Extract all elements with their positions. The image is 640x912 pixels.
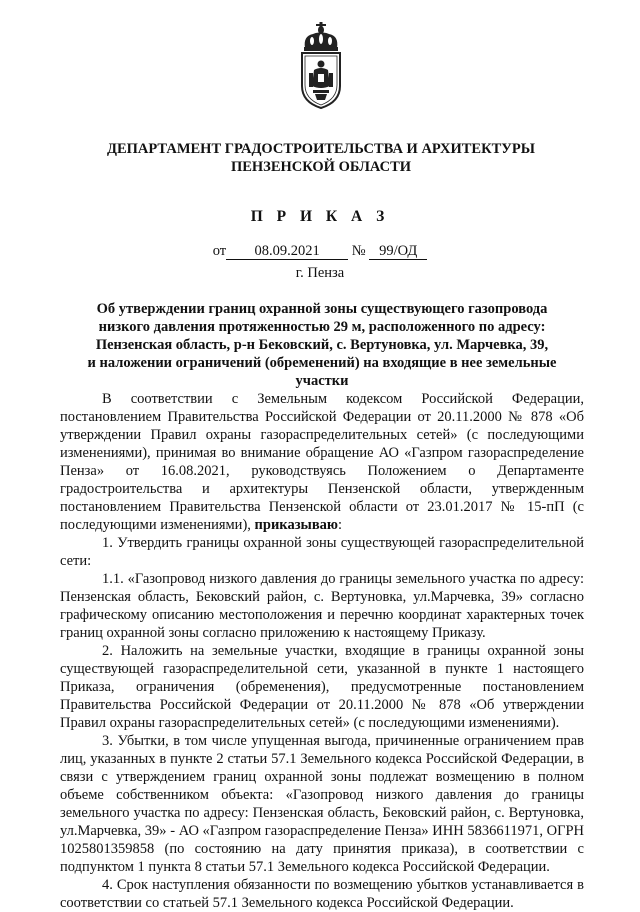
item-4: 4. Срок наступления обязанности по возмещению убытков устанавливается в соответствии со статьей 57.1 Земельного кодекса Российской Федерации. — [60, 877, 584, 911]
department-name — [60, 140, 582, 176]
order-city: г. Пенза — [295, 265, 345, 281]
preamble-end: : — [338, 517, 343, 533]
order-subject — [60, 300, 584, 390]
department-line-1: ДЕПАРТАМЕНТ ГРАДОСТРОИТЕЛЬСТВА И АРХИТЕКТУРЫ — [106, 141, 536, 157]
order-number: 99/ОД — [369, 243, 427, 260]
item-3: 3. Убытки, в том числе упущенная выгода, причиненные ограничением прав лиц, указанных в пункте 2 статьи 57.1 Земельного кодекса Российской Федерации, в связи с утверждением границ охранной зоны подлежат возмещению в полном объеме собственником объекта: «Газопровод низкого давления до границы земельного участка по адресу: Пензенская область, Бековский район, с. Вертуновка, ул.Марчевка, 39» - АО «Газпром газораспределение Пенза» ИНН 5836611971, ОГРН 1025801359858 (по состоянию на дату принятия приказа), в соответствии с подпунктом 1 пункта 8 статьи 57.1 Земельного кодекса Российской Федерации. — [60, 733, 584, 875]
coat-of-arms-emblem — [295, 20, 347, 110]
item-1: 1. Утвердить границы охранной зоны существующей газораспределительной сети: — [60, 535, 584, 569]
preamble-text: В соответствии с Земельным кодексом Российской Федерации, постановлением Правительства Российской Федерации от 20.11.2000 № 878 «Об утверждении Правил охраны газораспределительных сетей» (с последующими изменениями), принимая во внимание обращение АО «Газпром газораспределение Пенза» от 16.08.2021, руководствуясь Положением о Департаменте градостроительства и архитектуры Пензенской области, утвержденным постановлением Правительства Пензенской области от 23.01.2017 № 15-пП (с последующими изменениями), — [60, 391, 584, 533]
order-title: П Р И К А З — [250, 208, 390, 225]
department-line-2: ПЕНЗЕНСКОЙ ОБЛАСТИ — [230, 159, 412, 175]
subject-line-1: Об утверждении границ охранной зоны существующего газопровода — [96, 301, 548, 317]
number-prefix: № — [351, 243, 366, 259]
subject-line-4: и наложении ограничений (обременений) на входящие в нее земельные участки — [87, 355, 557, 389]
item-1-1: 1.1. «Газопровод низкого давления до границы земельного участка по адресу: Пензенская область, Бековский район, с. Вертуновка, ул.Марчевка, 39» согласно графическому описанию местоположения и перечню координат характерных точек границ охранной зоны согласно приложению к настоящему Приказу. — [60, 571, 584, 641]
preamble-decision: приказываю — [254, 517, 338, 533]
order-dateline — [0, 243, 640, 260]
date-prefix: от — [212, 243, 227, 259]
order-date: 08.09.2021 — [226, 243, 348, 260]
preamble-paragraph — [60, 390, 584, 534]
subject-line-3: Пензенская область, р-н Бековский, с. Вертуновка, ул. Марчевка, 39, — [95, 337, 549, 353]
order-body — [60, 390, 584, 912]
subject-line-2: низкого давления протяженностью 29 м, расположенного по адресу: — [98, 319, 546, 335]
item-2: 2. Наложить на земельные участки, входящие в границы охранной зоны существующей газораспределительной сети, указанной в пункте 1 настоящего Приказа, ограничения (обременения), предусмотренные постановлением Правительства Российской Федерации от 20.11.2000 № 878 «Об утверждении Правил охраны газораспределительных сетей» (с последующими изменениями). — [60, 643, 584, 731]
